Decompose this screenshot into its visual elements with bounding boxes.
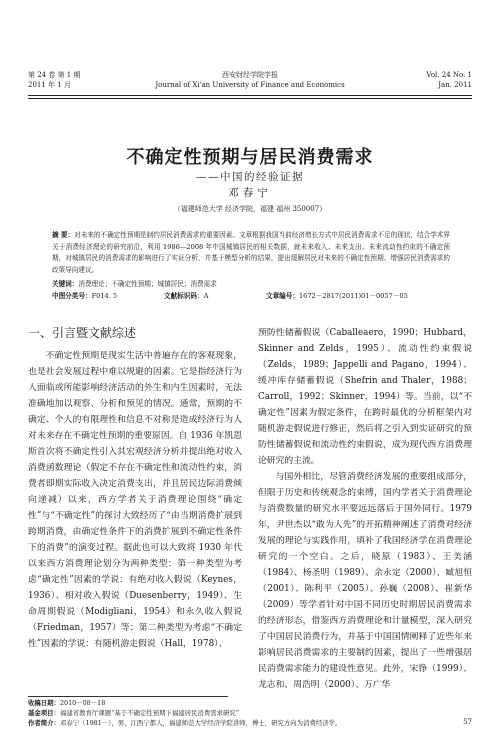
body-paragraph: 与国外相比，尽管消费经济发展的重要组成部分，但限于历史和传统观念的束缚，国内学者关于消费理论与消费数量的研究水平要远远落后于国外同行。1979 年，尹世杰以“敢为人先”的开拓精神阐述了消费对经济发展的理论与实践作用，填补了我国经济学在消费理论研究的一个空白。之后，晓原（1983）、王美涵（1984）、杨圣明（1989）、余永定（2000）、臧旭恒（2001）、陈利平（2005）、孙巍（2008）、崔新华（2009）等学者针对中国不同历史时期居民消费需求的经济形态，借鉴西方消费理论和计量模型，深入研究了中国居民消费行为，并基于中国国情阐释了近些年来影响居民消费需求的主要制约因素，提出了一些增强居民消费需求能力的建设性意见。此外，宋铮（1999）、龙志和、周浩明（2000）、万广华 [258,472,472,690]
body-column-left [28,325,242,652]
clc-code: 中图分类号：F014. 5 [52,292,118,300]
abstract [52,230,450,276]
issue-date-en: Jan. 2011 [438,81,472,89]
abstract-label: 摘 要： [52,231,75,239]
article-title: 不确定性预期与居民消费需求 [126,147,374,168]
abstract-text: 对未来的不确定性预期是制约居民消费需求的重要因素。文章根据我国当前经济增长方式中居民消费需求不足的现状，结合学术界关于消费经济理论的研究前沿，利用 1986—2008 年中国城镇居民的相关数据，就未来收入、未来支出、未来流动性约束的不确定预期，对城镇居民的消费需求的影响进行了实证分析，并基于模型分析的结果，提出缓解居民对未来的不确定性预期、增强居民消费需求的政策导向建议。 [52,231,451,274]
journal-name-cn: 西安财经学院学报 [222,71,278,79]
journal-header [28,70,472,94]
page-number: 57 [463,718,472,726]
body-paragraph: 预防性储蓄假说（Caballeaero，1990；Hubbard，Skinner and Zelds，1995）、流动性约束假说（Zelds，1989；Jappelli and Pagano，1994）、缓冲库存储蓄假说（Shefrin and Thaler，1988；Carroll，1992；Skinner，1994）等。当前，以“不确定性”因素为假定条件，在跨时最优的分析框架内对随机游走假说进行修正，然后将之引入到实证研究的预防性储蓄假说和流动性约束假说，成为现代西方消费理论研究的主流。 [258,328,472,466]
article-author: 邓春宁 [228,187,272,199]
volume-issue-en: Vol. 24 No. 1 [426,71,472,79]
article-number: 文章编号：1672－2817(2011)01－0057－05 [266,292,408,300]
footnote-fund: 基金项目：福建省教育厅课题“基于不确定性预期下福建居民消费需求研究” [28,709,240,717]
footnote-received: 收稿日期：2010－08－18 [28,699,106,707]
footnote-author: 作者简介：邓春宁（1981－），男，江西宁都人，福建师范大学经济学院讲师，博士，研究方向为消费经济学。 [28,719,342,727]
keywords [52,279,450,290]
article-subtitle: ——中国的经验证据 [196,171,304,183]
header-center [28,70,472,90]
footnote-rule [28,696,228,697]
body-column-right [258,325,472,693]
doc-code: 文献标识码：A [164,292,209,300]
header-rule-thin [28,98,472,99]
author-affiliation: （福建师范大学 经济学院，福建 福州 350007） [173,205,327,213]
keywords-label: 关键词： [52,280,79,288]
issue-date-cn: 2011 年 1 月 [28,81,71,89]
journal-name-en: Journal of Xi'an University of Finance and Economics [155,81,345,89]
keywords-text: 消费理论；不确定性预期；城镇居民；消费需求 [78,280,217,288]
header-rule [28,95,472,96]
header-right [426,70,472,90]
volume-issue: 第 24 卷 第 1 期 [28,71,81,79]
body-paragraph: 不确定性预期是现实生活中普遍存在的客观现象，也是社会发展过程中难以规避的因素。它是指经济行为人面临或所能影响经济活动的外生和内生因素时，无法准确地加以观察、分析和预见的情况。通常，预期的不确定、个人的有限理性和信息不对称是造成经济行为人对未来存在不确定性预期的重要原因。自 1936 年凯恩斯首次将不确定性引入其宏观经济分析并提出绝对收入消费函数理论（假定不存在不确定性和流动性约束，消费者即期实际收入决定消费支出，并且居民边际消费倾向递减）以来，西方学者关于消费理论围绕“确定性”与“不确定性”的探讨大致经历了“由当期消费扩展到跨期消费，由确定性条件下的消费扩展到不确定性条件下的消费”的演变过程。据此也可以大致将 1930 年代以来西方消费理论划分为两种类型：第一种类型为考虑“确定性”因素的学说：有绝对收入假说（Keynes，1936）、相对收入假说（Duesenberry，1949）、生命周期假说（Modigliani，1954）和永久收入假说（Friedman，1957）等；第二种类型为考虑“不确定性”因素的学说：有随机游走假说（Hall，1978）、 [28,351,242,649]
section-heading: 一、引言暨文献综述 [28,326,137,340]
classification-codes [52,291,450,302]
